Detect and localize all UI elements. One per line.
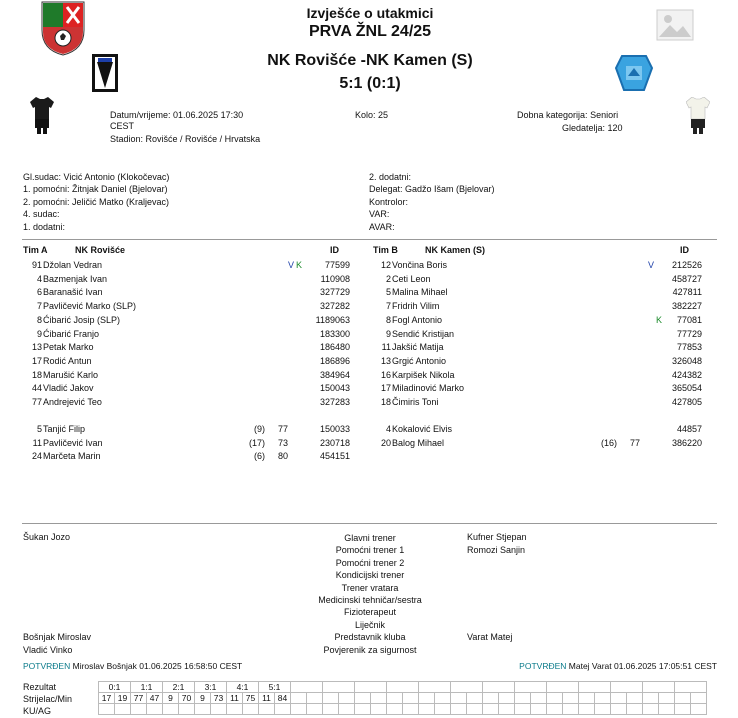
player-name: Andrejević Teo (43, 397, 102, 407)
player-number: 8 (385, 314, 391, 325)
player-name: Fridrih Vilim (392, 301, 440, 312)
ku-ag-cell (403, 704, 419, 715)
score-cell (611, 682, 643, 693)
ku-ag-cell (131, 704, 147, 715)
score-cell (387, 682, 419, 693)
match-teams (150, 52, 590, 70)
player-id: 327729 (319, 287, 350, 298)
official-left-line: 4. sudac: (23, 209, 60, 220)
ku-ag-cell (371, 704, 387, 715)
player-name: Ćibarić Josip (SLP) (43, 314, 121, 325)
player-name: Miladinović Marko (392, 383, 465, 394)
sub-replaced: (9) (254, 424, 265, 434)
score-cell (291, 682, 323, 693)
sub-id: 386220 (671, 437, 702, 448)
official-right-line: 2. dodatni: (369, 172, 412, 182)
team-a-label: Tim A (23, 245, 48, 255)
scorer-cell (451, 693, 467, 704)
staff-role: Kondicijski trener (335, 570, 405, 581)
stadium-value: Rovišće / Rovišće / Hrvatska (145, 134, 261, 144)
player-number: 4 (36, 273, 42, 284)
ku-ag-cell (291, 704, 307, 715)
ku-ag-cell (691, 704, 707, 715)
timezone-value: CEST (110, 121, 135, 131)
player-name: Ceti Leon (392, 273, 431, 284)
home-security-officer: Vladić Vinko (23, 645, 73, 655)
home-confirmation (23, 661, 242, 671)
player-id: 212526 (671, 260, 702, 270)
player-id: 186896 (319, 355, 350, 366)
scorer-cell (339, 693, 355, 704)
score-cell (483, 682, 515, 693)
score-cell (419, 682, 451, 693)
score-cell (515, 682, 547, 693)
player-id: 365054 (671, 383, 702, 394)
ku-ag-cell (227, 704, 243, 715)
ku-ag-cell (355, 704, 371, 715)
sub-number: 24 (31, 451, 42, 462)
player-id: 327282 (319, 301, 350, 312)
scorer-cell (563, 693, 579, 704)
ku-ag-cell (435, 704, 451, 715)
sub-number: 5 (36, 424, 42, 434)
ku-ag-cell (387, 704, 403, 715)
player-name: Petak Marko (43, 342, 94, 353)
player-number: 77 (31, 397, 42, 407)
player-name: Fogl Antonio (392, 314, 443, 325)
ku-ag-cell (563, 704, 579, 715)
result-grid (98, 681, 707, 715)
official-right-line: AVAR: (369, 221, 395, 232)
spectators-value: 120 (607, 123, 623, 133)
sub-number: 20 (380, 437, 391, 448)
player-number: 13 (31, 342, 42, 353)
sub-minute: 77 (277, 424, 288, 434)
player-name: Rodić Antun (43, 355, 92, 366)
player-name: Čimiris Toni (392, 397, 439, 407)
team-b-name: NK Kamen (S) (425, 245, 486, 255)
player-id: 427811 (672, 287, 702, 298)
sub-minute: 73 (277, 437, 288, 448)
scorer-cell: 73 (211, 693, 227, 704)
ku-ag-cell (147, 704, 163, 715)
staff-role: Trener vratara (341, 582, 399, 593)
player-name: Ćibarić Franjo (43, 328, 100, 339)
staff-role: Fizioterapeut (343, 607, 397, 618)
scorer-cell (611, 693, 627, 704)
player-number: 17 (31, 355, 42, 366)
player-name: Vladić Jakov (43, 383, 94, 394)
player-id: 458727 (671, 273, 702, 284)
player-number: 9 (36, 328, 42, 339)
official-left-line: Gl.sudac: Vicić Antonio (Klokočevac) (23, 172, 170, 182)
score-cell (323, 682, 355, 693)
away-assistant-coach: Romozi Sanjin (467, 545, 526, 555)
sub-name: Pavličević Ivan (43, 437, 103, 448)
sub-minute: 77 (629, 437, 640, 448)
scorer-cell: 70 (179, 693, 195, 704)
ku-ag-label: KU/AG (23, 706, 52, 716)
stadium-line (110, 134, 260, 144)
player-number: 2 (385, 273, 391, 284)
player-mark-v: V (288, 260, 295, 270)
player-mark-v: V (648, 260, 655, 270)
player-id: 427805 (671, 397, 702, 407)
player-id: 77599 (324, 260, 350, 270)
ku-ag-cell (595, 704, 611, 715)
player-id: 77081 (676, 314, 702, 325)
result-row (99, 693, 707, 704)
ku-ag-cell (515, 704, 531, 715)
scorer-cell (659, 693, 675, 704)
score-cell (579, 682, 611, 693)
player-name: Sendić Kristijan (392, 328, 455, 339)
report-title: Izvješće o utakmici (306, 5, 434, 21)
category-label: Dobna kategorija: (517, 110, 588, 120)
official-left-line: 1. dodatni: (23, 221, 66, 232)
player-number: 5 (385, 287, 391, 298)
round-line (355, 110, 388, 120)
scorer-cell (627, 693, 643, 704)
player-number: 16 (380, 369, 391, 380)
staff-role: Medicinski tehničar/sestra (318, 595, 422, 605)
player-number: 12 (380, 260, 391, 270)
scorer-cell (467, 693, 483, 704)
scorer-cell: 9 (163, 693, 179, 704)
ku-ag-cell (643, 704, 659, 715)
player-number: 18 (380, 397, 391, 407)
player-number: 13 (380, 355, 391, 366)
scorer-cell (675, 693, 691, 704)
score-cell (675, 682, 707, 693)
scorer-cell (531, 693, 547, 704)
away-kit-icon (686, 97, 710, 135)
ku-ag-cell (115, 704, 131, 715)
round-value: 25 (378, 110, 389, 120)
player-id: 384964 (319, 369, 350, 380)
sub-id: 44857 (676, 424, 702, 434)
home-head-coach: Šukan Jozo (23, 532, 71, 542)
image-placeholder-icon (656, 9, 694, 41)
scorer-cell (355, 693, 371, 704)
datetime-value: 01.06.2025 17:30 (173, 110, 244, 120)
official-left-line: 1. pomoćni: Žitnjak Daniel (Bjelovar) (23, 184, 168, 195)
player-id: 150043 (319, 383, 350, 394)
sub-name: Marčeta Marin (43, 451, 101, 462)
ku-ag-cell (675, 704, 691, 715)
scorer-cell (643, 693, 659, 704)
score-cell: 3:1 (195, 682, 227, 693)
scorer-cell (595, 693, 611, 704)
scorer-cell (403, 693, 419, 704)
sub-minute: 80 (277, 451, 288, 462)
player-mark-k: K (296, 260, 303, 270)
official-left-line: 2. pomoćni: Jeličić Matko (Kraljevac) (23, 196, 170, 207)
category-line (517, 110, 618, 120)
sub-id: 150033 (319, 424, 350, 434)
home-team-name: NK Rovišće (267, 52, 357, 69)
player-id: 424382 (671, 369, 702, 380)
player-name: Jakšić Matija (392, 342, 444, 353)
player-number: 18 (31, 369, 42, 380)
scorer-cell: 75 (243, 693, 259, 704)
ku-ag-cell (307, 704, 323, 715)
player-name: Baranašić Ivan (43, 287, 103, 298)
sub-replaced: (17) (248, 437, 265, 448)
sub-replaced: (16) (600, 437, 617, 448)
away-confirm-status: POTVRĐEN (519, 661, 567, 671)
scorer-cell: 84 (275, 693, 291, 704)
player-name: Bazmenjak Ivan (43, 273, 108, 284)
scorer-cell (371, 693, 387, 704)
sub-name: Balog Mihael (392, 437, 445, 448)
sub-number: 11 (32, 437, 42, 448)
official-right-line: Kontrolor: (369, 196, 409, 207)
player-name: Vončina Boris (392, 260, 448, 270)
match-score: 5:1 (0:1) (339, 75, 401, 92)
ku-ag-cell (611, 704, 627, 715)
ku-ag-cell (547, 704, 563, 715)
ku-ag-cell (211, 704, 227, 715)
player-id: 327283 (319, 397, 350, 407)
sub-id: 454151 (319, 451, 350, 462)
scorer-cell (499, 693, 515, 704)
ku-ag-cell (243, 704, 259, 715)
scorer-cell (547, 693, 563, 704)
home-confirm-status: POTVRĐEN (23, 661, 71, 671)
scorer-cell (323, 693, 339, 704)
score-cell: 5:1 (259, 682, 291, 693)
result-row (99, 682, 707, 693)
player-id: 110908 (320, 273, 350, 284)
player-id: 1189063 (315, 314, 350, 325)
category-value: Seniori (590, 110, 619, 120)
scorer-cell (691, 693, 707, 704)
ku-ag-cell (579, 704, 595, 715)
score-cell (355, 682, 387, 693)
team-a-id-header: ID (330, 245, 339, 255)
ku-ag-cell (467, 704, 483, 715)
player-mark-k: K (656, 314, 663, 325)
county-crest-icon (40, 0, 86, 56)
spectators-line (562, 123, 623, 133)
player-name: Karpišek Nikola (392, 369, 455, 380)
scorer-cell (483, 693, 499, 704)
score-cell (451, 682, 483, 693)
scorer-cell (579, 693, 595, 704)
player-id: 326048 (671, 355, 702, 366)
player-number: 44 (31, 383, 42, 394)
sub-replaced: (6) (254, 451, 265, 462)
score-cell (547, 682, 579, 693)
datetime-line (110, 110, 243, 120)
ku-ag-cell (483, 704, 499, 715)
player-name: Džolan Vedran (43, 260, 103, 270)
player-number: 7 (36, 301, 42, 312)
staff-role: Liječnik (354, 619, 385, 630)
home-confirm-text: Miroslav Bošnjak 01.06.2025 16:58:50 CEST (72, 661, 243, 671)
ku-ag-cell (323, 704, 339, 715)
player-number: 8 (36, 314, 42, 325)
ku-ag-cell (259, 704, 275, 715)
ku-ag-cell (627, 704, 643, 715)
ku-ag-cell (275, 704, 291, 715)
scorer-cell: 11 (259, 693, 275, 704)
sub-id: 230718 (319, 437, 350, 448)
score-cell: 1:1 (131, 682, 163, 693)
team-b-id-header: ID (680, 245, 689, 255)
score-cell: 4:1 (227, 682, 259, 693)
scorer-cell: 19 (115, 693, 131, 704)
scorer-cell: 17 (99, 693, 115, 704)
staff-role: Povjerenik za sigurnost (323, 644, 417, 655)
player-name: Malina Mihael (392, 287, 448, 298)
scorer-cell: 77 (131, 693, 147, 704)
player-id: 183300 (319, 328, 350, 339)
score-cell: 0:1 (99, 682, 131, 693)
player-number: 7 (385, 301, 391, 312)
round-label: Kolo: (355, 110, 376, 120)
scorer-cell (435, 693, 451, 704)
scorer-cell: 11 (227, 693, 243, 704)
scorer-label: Strijelac/Min (23, 694, 73, 704)
player-id: 186480 (319, 342, 350, 353)
away-head-coach: Kufner Stjepan (467, 532, 527, 542)
ku-ag-cell (451, 704, 467, 715)
official-right-line: Delegat: Gadžo Išam (Bjelovar) (369, 184, 495, 195)
result-row (99, 704, 707, 715)
staff-role: Pomoćni trener 1 (335, 545, 405, 556)
ku-ag-cell (659, 704, 675, 715)
ku-ag-cell (99, 704, 115, 715)
scorer-cell: 9 (195, 693, 211, 704)
divider (22, 239, 717, 240)
home-kit-icon (30, 97, 54, 135)
stadium-label: Stadion: (110, 134, 144, 144)
score-cell (643, 682, 675, 693)
scorer-cell (515, 693, 531, 704)
player-name: Pavličević Marko (SLP) (43, 301, 137, 312)
away-team-name: NK Kamen (S) (366, 52, 473, 69)
ku-ag-cell (419, 704, 435, 715)
scorer-cell (419, 693, 435, 704)
player-name: Marušić Karlo (43, 369, 99, 380)
sub-name: Tanjić Filip (43, 424, 86, 434)
league-name: PRVA ŽNL 24/25 (308, 23, 432, 40)
sub-name: Kokalović Elvis (392, 424, 453, 434)
datetime-label: Datum/vrijeme: (110, 110, 171, 120)
player-name: Grgić Antonio (392, 355, 447, 366)
scorer-cell (291, 693, 307, 704)
player-number: 6 (36, 287, 42, 298)
team-b-label: Tim B (373, 245, 398, 255)
team-separator: - (360, 52, 366, 69)
player-id: 77853 (676, 342, 702, 353)
spectators-label: Gledatelja: (562, 123, 606, 133)
away-club-logo (614, 54, 654, 92)
team-a-name: NK Rovišće (75, 245, 126, 255)
sub-number: 4 (385, 424, 391, 434)
player-id: 382227 (671, 301, 702, 312)
scorer-cell: 47 (147, 693, 163, 704)
ku-ag-cell (163, 704, 179, 715)
staff-role: Pomoćni trener 2 (335, 557, 405, 568)
divider (22, 523, 717, 524)
staff-role: Glavni trener (344, 533, 396, 543)
scorer-cell (307, 693, 323, 704)
home-club-rep: Bošnjak Miroslav (23, 632, 92, 642)
ku-ag-cell (499, 704, 515, 715)
ku-ag-cell (339, 704, 355, 715)
staff-role: Predstavnik kluba (334, 632, 406, 643)
player-number: 91 (31, 260, 42, 270)
ku-ag-cell (531, 704, 547, 715)
ku-ag-cell (195, 704, 211, 715)
away-confirmation (519, 661, 717, 671)
player-number: 9 (385, 328, 391, 339)
player-number: 11 (381, 342, 391, 353)
result-label: Rezultat (23, 682, 57, 692)
home-club-logo (92, 54, 118, 92)
official-right-line: VAR: (369, 209, 390, 220)
ku-ag-cell (179, 704, 195, 715)
away-club-rep: Varat Matej (467, 632, 513, 642)
score-cell: 2:1 (163, 682, 195, 693)
player-id: 77729 (676, 328, 702, 339)
player-number: 17 (380, 383, 391, 394)
away-confirm-text: Matej Varat 01.06.2025 17:05:51 CEST (568, 661, 717, 671)
scorer-cell (387, 693, 403, 704)
